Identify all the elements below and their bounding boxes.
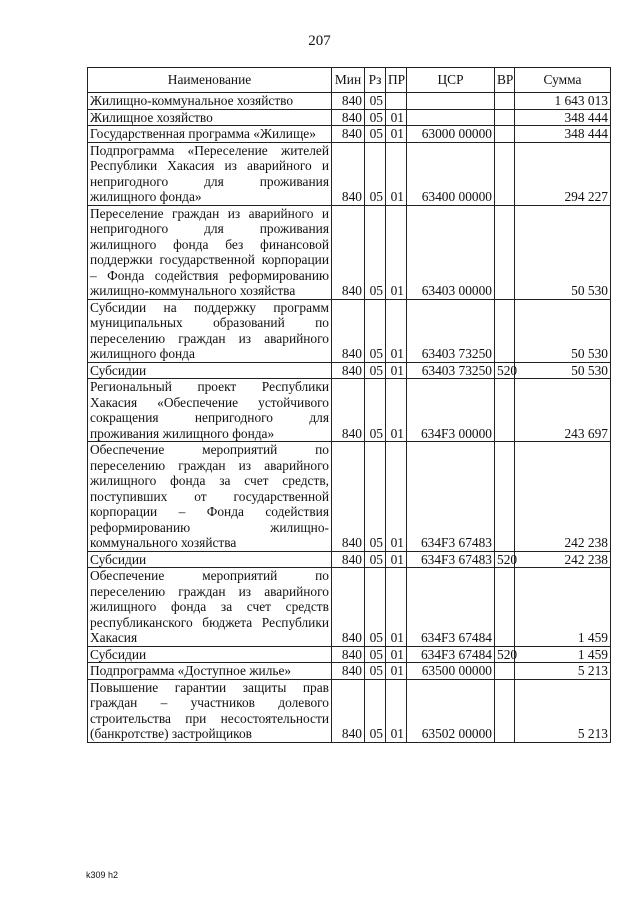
cell-vr [495,109,515,126]
header-min: Мин [332,68,365,93]
cell-vr [495,679,515,742]
cell-pr: 01 [386,568,407,647]
cell-vr [495,142,515,205]
cell-min: 840 [332,646,365,663]
cell-rz: 05 [365,205,386,299]
cell-rz: 05 [365,126,386,143]
table-row [88,679,611,742]
cell-rz: 05 [365,442,386,552]
cell-sum: 348 444 [515,109,611,126]
cell-rz: 05 [365,109,386,126]
cell-pr: 01 [386,126,407,143]
cell-sum: 5 213 [515,663,611,680]
cell-vr: 520 [495,551,515,568]
cell-csr: 634F3 67484 [407,568,495,647]
cell-csr: 63403 73250 [407,362,495,379]
header-csr: ЦСР [407,68,495,93]
header-name: Наименование [88,68,332,93]
cell-sum: 5 213 [515,679,611,742]
cell-csr: 63000 00000 [407,126,495,143]
cell-name: Субсидии [88,646,332,663]
cell-rz: 05 [365,679,386,742]
table-row [88,646,611,663]
cell-rz: 05 [365,646,386,663]
cell-min: 840 [332,379,365,442]
cell-name: Переселение граждан из аварийного и непригодного для проживания жилищного фонда без финансовой поддержки государственной корпорации – Фонда содействия реформированию жилищно-коммунального хозяйства [88,205,332,299]
page-number: 207 [308,33,331,49]
table-row [88,551,611,568]
table-row [88,142,611,205]
cell-vr [495,205,515,299]
cell-min: 840 [332,142,365,205]
cell-name: Обеспечение мероприятий по переселению граждан из аварийного жилищного фонда за счет средств, поступивших от государственной корпорации – Фонда содействия реформированию жилищно-коммунального хозяйства [88,442,332,552]
cell-csr: 634F3 67483 [407,442,495,552]
cell-csr: 634F3 00000 [407,379,495,442]
cell-min: 840 [332,551,365,568]
cell-vr [495,568,515,647]
cell-sum: 1 643 013 [515,93,611,110]
cell-vr: 520 [495,362,515,379]
cell-name: Подпрограмма «Доступное жилье» [88,663,332,680]
table-row [88,568,611,647]
cell-vr [495,93,515,110]
cell-name: Повышение гарантии защиты прав граждан – участников долевого строительства при несостоятельности (банкротстве) застройщиков [88,679,332,742]
cell-pr: 01 [386,646,407,663]
cell-name: Подпрограмма «Переселение жителей Республики Хакасия из аварийного и непригодного для проживания жилищного фонда» [88,142,332,205]
table-row [88,109,611,126]
budget-table-body [88,93,611,743]
cell-sum: 50 530 [515,299,611,362]
cell-csr: 63502 00000 [407,679,495,742]
cell-rz: 05 [365,93,386,110]
cell-min: 840 [332,679,365,742]
cell-vr: 520 [495,646,515,663]
cell-min: 840 [332,93,365,110]
cell-rz: 05 [365,379,386,442]
header-vr: ВР [495,68,515,93]
cell-name: Субсидии [88,551,332,568]
cell-min: 840 [332,126,365,143]
cell-vr [495,442,515,552]
cell-pr: 01 [386,109,407,126]
cell-csr [407,93,495,110]
cell-name: Субсидии на поддержку программ муниципальных образований по переселению граждан из аварийного жилищного фонда [88,299,332,362]
cell-pr [386,93,407,110]
cell-name: Государственная программа «Жилище» [88,126,332,143]
cell-rz: 05 [365,362,386,379]
cell-min: 840 [332,442,365,552]
cell-csr: 63403 73250 [407,299,495,362]
cell-name: Обеспечение мероприятий по переселению граждан из аварийного жилищного фонда за счет средств республиканского бюджета Республики Хакасия [88,568,332,647]
cell-rz: 05 [365,568,386,647]
cell-min: 840 [332,362,365,379]
budget-table [87,67,611,743]
table-row [88,442,611,552]
cell-sum: 348 444 [515,126,611,143]
cell-csr: 634F3 67483 [407,551,495,568]
cell-min: 840 [332,568,365,647]
header-sum: Сумма [515,68,611,93]
cell-sum: 294 227 [515,142,611,205]
footer-code: k309 h2 [86,870,119,880]
table-row [88,299,611,362]
cell-pr: 01 [386,142,407,205]
header-pr: ПР [386,68,407,93]
cell-sum: 50 530 [515,205,611,299]
cell-name: Жилищное хозяйство [88,109,332,126]
cell-pr: 01 [386,205,407,299]
table-row [88,663,611,680]
cell-pr: 01 [386,362,407,379]
table-row [88,379,611,442]
cell-min: 840 [332,663,365,680]
cell-pr: 01 [386,299,407,362]
cell-vr [495,663,515,680]
cell-rz: 05 [365,142,386,205]
cell-sum: 50 530 [515,362,611,379]
cell-sum: 242 238 [515,551,611,568]
cell-min: 840 [332,299,365,362]
cell-csr: 634F3 67484 [407,646,495,663]
cell-pr: 01 [386,379,407,442]
cell-sum: 1 459 [515,568,611,647]
cell-vr [495,126,515,143]
cell-pr: 01 [386,679,407,742]
cell-csr [407,109,495,126]
cell-pr: 01 [386,663,407,680]
cell-sum: 243 697 [515,379,611,442]
header-rz: Рз [365,68,386,93]
table-header-row [88,68,611,93]
cell-name: Региональный проект Республики Хакасия «Обеспечение устойчивого сокращения непригодного для проживания жилищного фонда» [88,379,332,442]
cell-csr: 63500 00000 [407,663,495,680]
table-row [88,93,611,110]
cell-name: Субсидии [88,362,332,379]
table-row [88,126,611,143]
cell-pr: 01 [386,551,407,568]
cell-min: 840 [332,205,365,299]
cell-name: Жилищно-коммунальное хозяйство [88,93,332,110]
cell-min: 840 [332,109,365,126]
cell-csr: 63403 00000 [407,205,495,299]
cell-pr: 01 [386,442,407,552]
cell-rz: 05 [365,551,386,568]
cell-vr [495,299,515,362]
cell-sum: 1 459 [515,646,611,663]
table-row [88,205,611,299]
cell-csr: 63400 00000 [407,142,495,205]
table-row [88,362,611,379]
cell-rz: 05 [365,663,386,680]
cell-sum: 242 238 [515,442,611,552]
cell-vr [495,379,515,442]
cell-rz: 05 [365,299,386,362]
